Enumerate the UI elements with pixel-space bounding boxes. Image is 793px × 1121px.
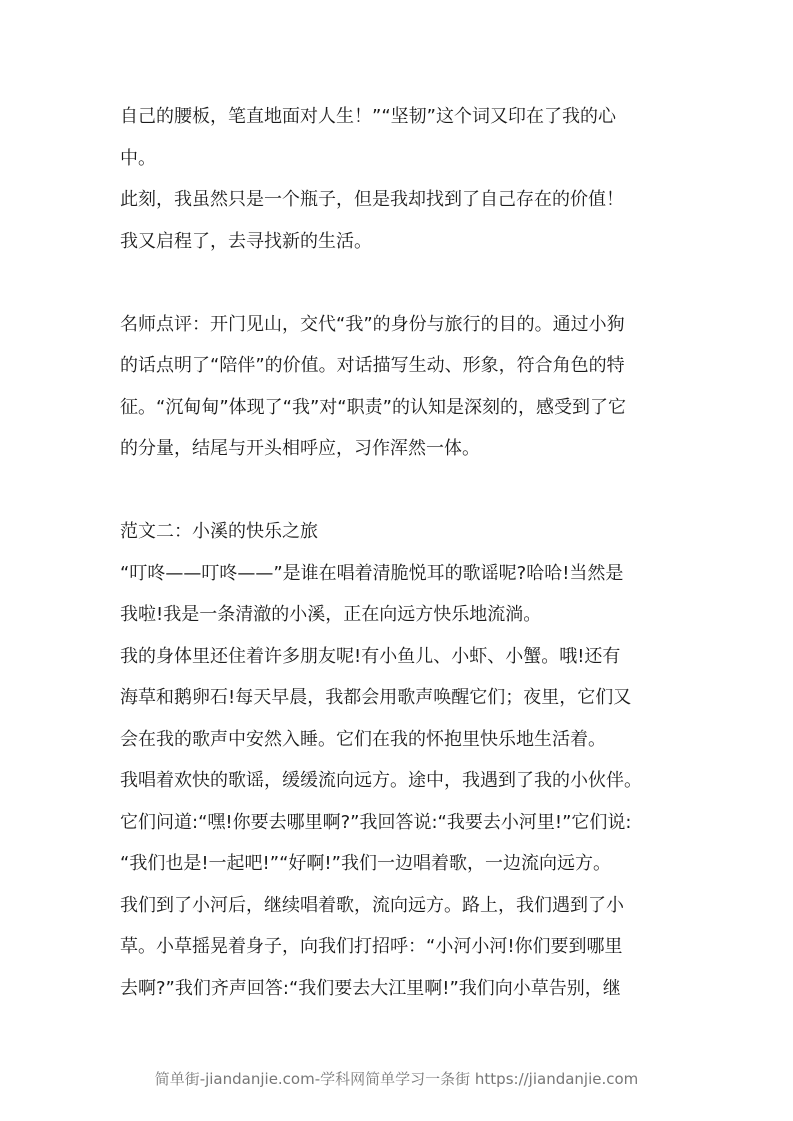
essay-line: 我们到了小河后，继续唱着歌，流向远方。路上，我们遇到了小 bbox=[120, 894, 624, 916]
text-line: 此刻，我虽然只是一个瓶子，但是我却找到了自己存在的价值！ bbox=[120, 189, 624, 210]
essay-line: 我啦!我是一条清澈的小溪，正在向远方快乐地流淌。 bbox=[120, 604, 542, 625]
review-line: 的分量，结尾与开头相呼应，习作浑然一体。 bbox=[120, 438, 480, 459]
review-line: 名师点评：开门见山，交代“我”的身份与旅行的目的。通过小狗 bbox=[120, 313, 625, 335]
essay-line: “叮咚——叮咚——”是谁在唱着清脆悦耳的歌谣呢?哈哈!当然是 bbox=[120, 562, 624, 584]
essay-line: 海草和鹅卵石!每天早晨，我都会用歌声唤醒它们；夜里，它们又 bbox=[120, 687, 632, 708]
essay-line: 我的身体里还住着许多朋友呢!有小鱼儿、小虾、小蟹。哦!还有 bbox=[120, 645, 621, 667]
essay-line: 我唱着欢快的歌谣，缓缓流向远方。途中，我遇到了我的小伙伴。 bbox=[120, 770, 642, 791]
document-body bbox=[120, 96, 680, 1009]
paragraph-gap bbox=[120, 262, 680, 304]
essay-line: 会在我的歌声中安然入睡。它们在我的怀抱里快乐地生活着。 bbox=[120, 728, 606, 750]
review-line: 征。“沉甸甸”体现了“我”对“职责”的认知是深刻的，感受到了它 bbox=[120, 396, 626, 418]
essay-line: 它们问道:“嘿!你要去哪里啊?”我回答说:“我要去小河里!”它们说: bbox=[120, 811, 632, 833]
essay-title: 范文二：小溪的快乐之旅 bbox=[120, 521, 318, 542]
review-line: 的话点明了“陪伴”的价值。对话描写生动、形象，符合角色的特 bbox=[120, 355, 625, 376]
text-line: 自己的腰板，笔直地面对人生！”“坚韧”这个词又印在了我的心 bbox=[120, 106, 616, 127]
paragraph-gap bbox=[120, 470, 680, 512]
text-line: 我又启程了，去寻找新的生活。 bbox=[120, 230, 372, 252]
essay-line: “我们也是!一起吧!”“好啊!”我们一边唱着歌，一边流向远方。 bbox=[120, 853, 611, 874]
page-footer: 简单街-jiandanjie.com-学科网简单学习一条街 https://jiandanjie.com bbox=[154, 1070, 639, 1088]
essay-line: 草。小草摇晃着身子，向我们打招呼：“小河小河!你们要到哪里 bbox=[120, 936, 623, 957]
essay-line: 去啊?”我们齐声回答:“我们要去大江里啊!”我们向小草告别，继 bbox=[120, 977, 621, 999]
text-line: 中。 bbox=[120, 147, 156, 169]
